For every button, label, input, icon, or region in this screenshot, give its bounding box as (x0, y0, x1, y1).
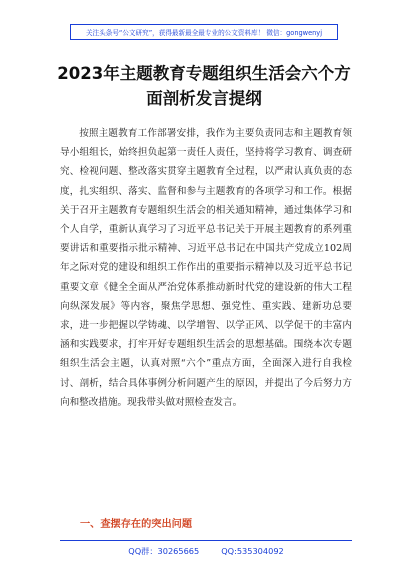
section-heading: 一、查摆存在的突出问题 (80, 519, 193, 530)
body-paragraph: 按照主题教育工作部署安排，我作为主要负责同志和主题教育领导小组组长，始终担负起第一责任人责任，坚持将学习教育、调查研究、检视问题、整改落实贯穿主题教育全过程，以严肃认真负责的态度，扎实组织、落实、监督和参与主题教育的各项学习和工作。根据关于召开主题教育专题组织生活会的相关通知精神，通过集体学习和个人自学，重新认真学习了习近平总书记关于开展主题教育的系列重要讲话和重要指示批示精神、习近平总书记在中国共产党成立102周年之际对党的建设和组织工作作出的重要指示精神以及习近平总书记重要文章《健全全面从严治党体系推动新时代党的建设新的伟大工程向纵深发展》等内容，聚焦学思想、强党性、重实践、建新功总要求，进一步把握以学铸魂、以学增智、以学正风、以学促干的丰富内涵和实践要求，打牢开好专题组织生活会的思想基础。围绕本次专题组织生活会主题，认真对照“六个”重点方面，全面深入进行自我检讨、剖析，结合具体事例分析问题产生的原因，并提出了今后努力方向和整改措施。现我带头做对照检查发言。 (60, 128, 352, 408)
footer-qq: QQ:535304092 (221, 546, 284, 556)
footer (60, 546, 352, 557)
document-title-line-2: 面剖析发言提纲 (146, 89, 262, 108)
document-title-line-1: 2023年主题教育专题组织生活会六个方 (57, 64, 351, 83)
header-banner: 关注头条号“公文研究”，获得最新最全最专业的公文资料库！ 微信：gongwenyj (70, 24, 338, 40)
footer-qq-group: QQ群：30265665 (128, 546, 200, 556)
footer-divider (60, 540, 352, 541)
